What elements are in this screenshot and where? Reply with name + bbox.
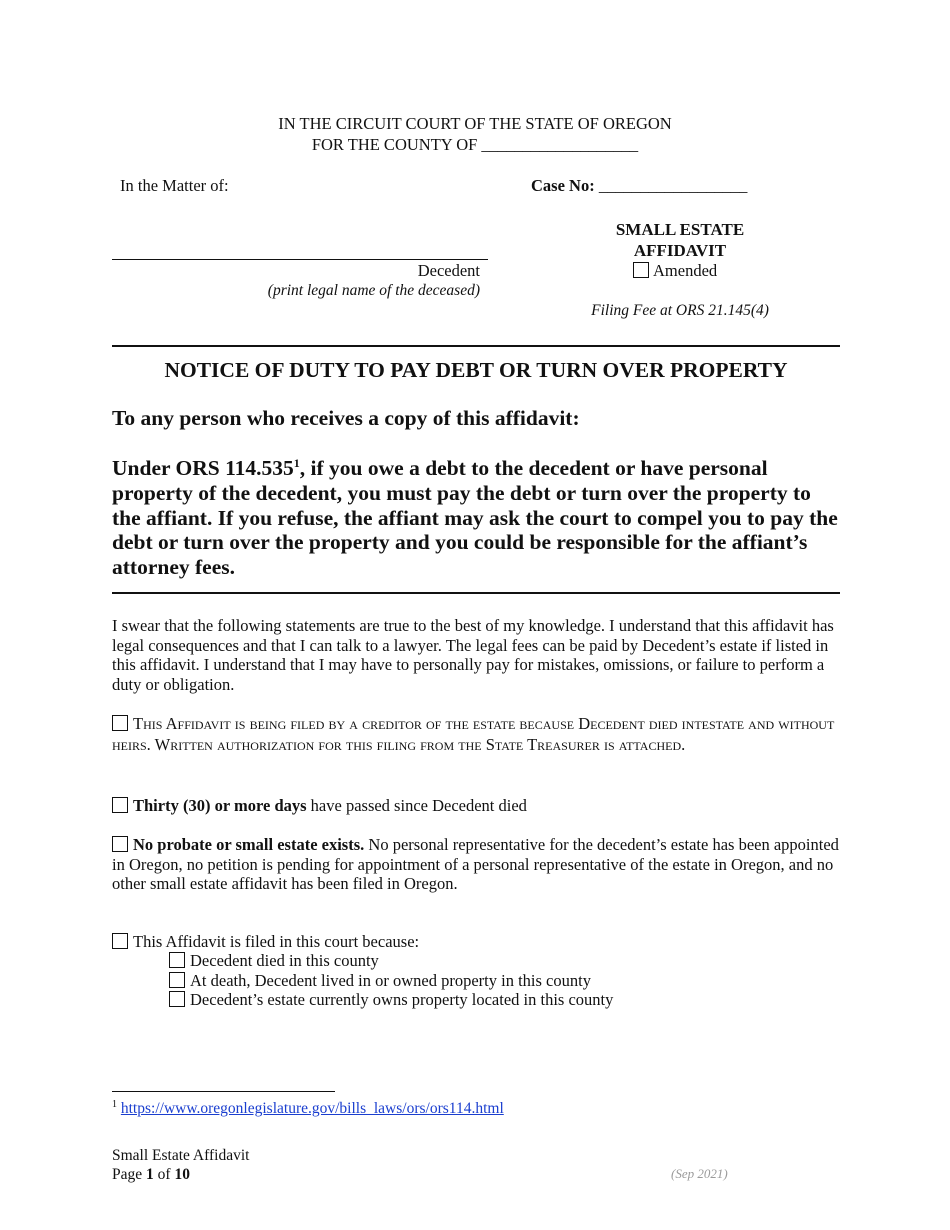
case-number xyxy=(531,176,747,196)
footnote-rule xyxy=(112,1091,335,1092)
court-reason-text: This Affidavit is filed in this court because: xyxy=(133,932,420,951)
case-label: Case No: xyxy=(531,176,595,195)
reason-label: At death, Decedent lived in or owned property in this county xyxy=(190,970,591,990)
reason-died-in-county[interactable] xyxy=(169,951,613,971)
thirty-days-checkbox[interactable] xyxy=(112,797,128,813)
decedent-hint: (print legal name of the deceased) xyxy=(267,282,480,299)
amended-option[interactable] xyxy=(633,261,717,281)
reason-label: Decedent died in this county xyxy=(190,951,379,970)
ors-114-link[interactable]: https://www.oregonlegislature.gov/bills_laws/ors/ors114.html xyxy=(120,1100,504,1118)
thirty-days-bold: Thirty (30) or more days xyxy=(133,796,307,815)
notice-top-rule xyxy=(112,345,840,347)
reason-checkbox[interactable] xyxy=(169,952,185,968)
court-reason-list xyxy=(169,951,613,1010)
creditor-option[interactable] xyxy=(112,713,840,755)
page-current: 1 xyxy=(146,1166,154,1183)
form-title xyxy=(590,219,770,261)
notice-bottom-rule xyxy=(112,592,840,594)
footnote xyxy=(112,1099,504,1118)
thirty-days-text: have passed since Decedent died xyxy=(306,796,527,815)
form-title-line-2: AFFIDAVIT xyxy=(633,241,727,260)
filing-fee: Filing Fee at ORS 21.145(4) xyxy=(591,302,769,319)
thirty-days-option[interactable] xyxy=(112,796,527,816)
reason-checkbox[interactable] xyxy=(169,991,185,1007)
court-line-2: FOR THE COUNTY OF ___________________ xyxy=(311,135,639,154)
reason-label: Decedent’s estate currently owns property located in this county xyxy=(190,990,614,1010)
matter-label: In the Matter of: xyxy=(120,176,229,195)
no-probate-text: No personal representative for the decedent’s estate has been appointed in Oregon, no petition is pending for appointment of a personal representative of the estate in Oregon, and no other small estate affidavit has been filed in Oregon. xyxy=(112,835,839,894)
creditor-text: This Affidavit is being filed by a creditor of the estate because Decedent died intestate and without heirs. Written authorization for this filing from the State Treasurer is attached. xyxy=(112,714,835,754)
amended-label: Amended xyxy=(653,261,718,280)
form-version: (Sep 2021) xyxy=(671,1166,728,1181)
oath-paragraph: I swear that the following statements are true to the best of my knowledge. I understand that this affidavit has legal consequences and that I can talk to a lawyer. The legal fees can be paid by Decedent’s estate if listed in this affidavit. I understand that I may have to personally pay for mistakes, omissions, or failure to perform a duty or obligation. xyxy=(112,616,834,694)
no-probate-bold: No probate or small estate exists. xyxy=(133,835,365,854)
decedent-name-line[interactable] xyxy=(112,259,488,260)
notice-heading: NOTICE OF DUTY TO PAY DEBT OR TURN OVER PROPERTY xyxy=(164,358,788,382)
notice-body-start: Under ORS 114.535 xyxy=(112,456,294,480)
reason-estate-owns-property[interactable] xyxy=(169,990,613,1010)
reason-lived-in-county[interactable] xyxy=(169,971,613,991)
page-word: Page xyxy=(112,1166,143,1183)
no-probate-option[interactable] xyxy=(112,835,840,894)
notice-subheading: To any person who receives a copy of this affidavit: xyxy=(112,406,580,430)
page-total: 10 xyxy=(174,1166,190,1183)
footnote-ref[interactable]: 1 xyxy=(293,455,300,470)
no-probate-checkbox[interactable] xyxy=(112,836,128,852)
court-reason-option[interactable] xyxy=(112,932,419,952)
notice-body-rest: , if you owe a debt to the decedent or have personal property of the decedent, you must pay the debt or turn over the property to the affiant. If you refuse, the affiant may ask the court to compel you to pay the debt or turn over the property and you could be responsible for the affiant’s attorney fees. xyxy=(112,456,838,580)
footnote-mark: 1 xyxy=(112,1099,117,1110)
page-footer xyxy=(112,1146,249,1184)
court-line-1: IN THE CIRCUIT COURT OF THE STATE OF OREGON xyxy=(278,114,672,133)
reason-checkbox[interactable] xyxy=(169,972,185,988)
footer-form-name: Small Estate Affidavit xyxy=(112,1147,250,1164)
of-word: of xyxy=(157,1166,171,1183)
decedent-label: Decedent xyxy=(417,261,480,280)
creditor-checkbox[interactable] xyxy=(112,715,128,731)
notice-body xyxy=(112,456,842,580)
form-title-line-1: SMALL ESTATE xyxy=(615,220,745,239)
court-reason-checkbox[interactable] xyxy=(112,933,128,949)
case-number-field[interactable]: __________________ xyxy=(598,176,748,195)
footer-page-number xyxy=(112,1165,249,1184)
court-header xyxy=(0,113,950,155)
amended-checkbox[interactable] xyxy=(633,262,649,278)
